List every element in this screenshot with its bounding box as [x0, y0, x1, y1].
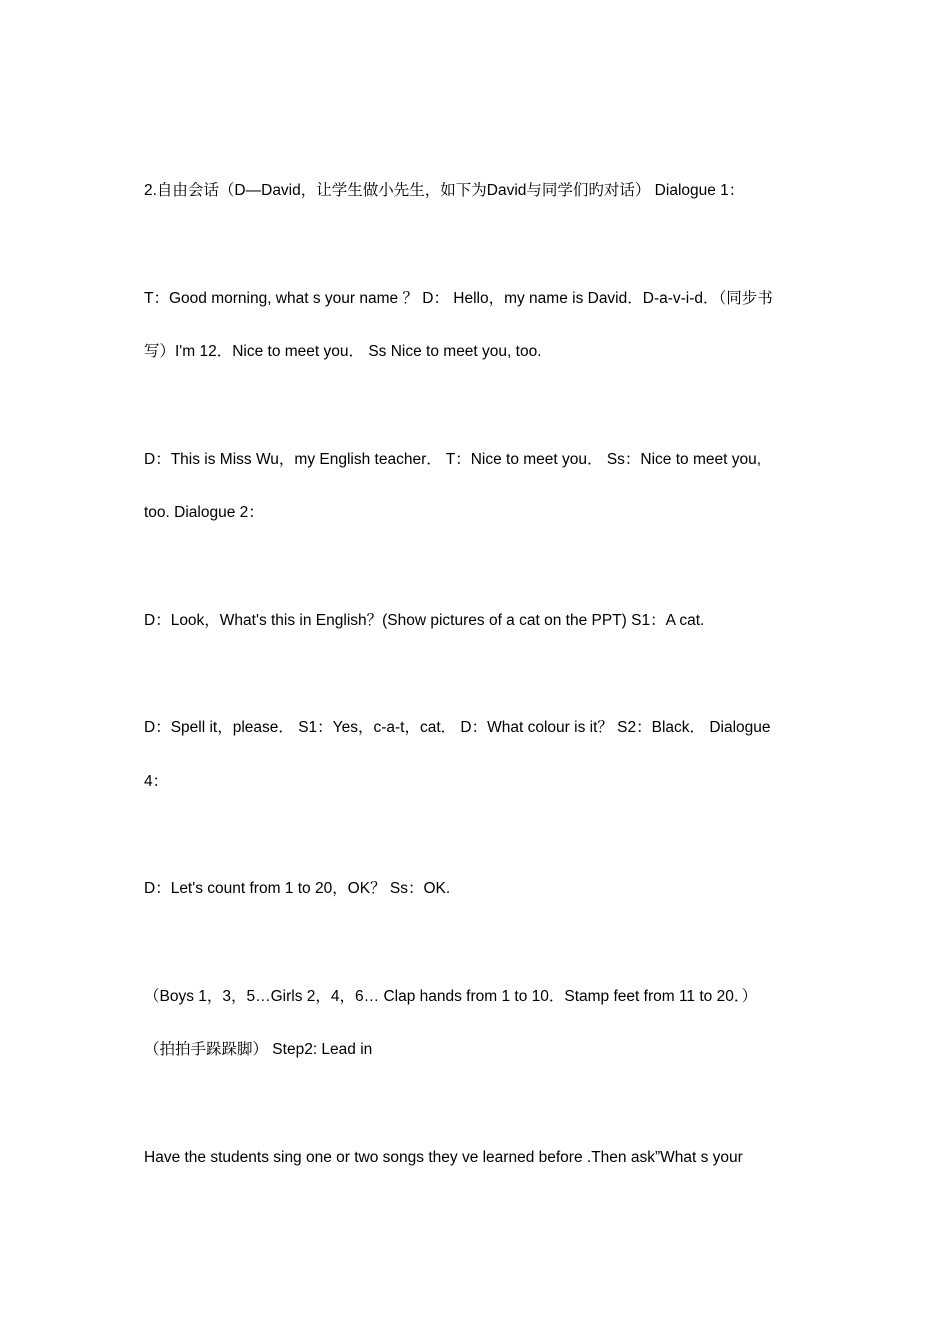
- paragraph-count-numbers: D：Let's count from 1 to 20，OK？ Ss：OK.: [144, 880, 451, 897]
- paragraph-spell-cat-line-1: D：Spell it，please． S1：Yes，c-a-t，cat． D：What colour is it？ S2：Black． Dialogue: [144, 719, 771, 736]
- paragraph-introduce-teacher-line-2: too. Dialogue 2：: [144, 504, 264, 521]
- paragraph-cat-question: D：Look，What's this in English？(Show pictures of a cat on the PPT) S1：A cat.: [144, 612, 705, 629]
- paragraph-dialogue-1-line-1: T：Good morning, what s your name ？ D： Hello，my name is David．D-a-v-i-d．（同步书: [144, 290, 773, 307]
- paragraph-lead-in: Have the students sing one or two songs they ve learned before .Then ask”What s your: [144, 1149, 743, 1166]
- paragraph-free-dialogue-heading: 2.自由会话（D—David，让学生做小先生，如下为David与同学们旳对话） Dialogue 1：: [144, 182, 745, 199]
- paragraph-clap-stamp-line-2: （拍拍手跺跺脚） Step2: Lead in: [144, 1041, 373, 1058]
- paragraph-dialogue-1-line-2: 写）I'm 12．Nice to meet you． Ss Nice to meet you, too.: [144, 343, 542, 360]
- paragraph-clap-stamp-line-1: （Boys 1，3，5…Girls 2，4，6… Clap hands from 1 to 10．Stamp feet from 11 to 20．）: [144, 988, 758, 1005]
- paragraph-introduce-teacher-line-1: D：This is Miss Wu，my English teacher． T：Nice to meet you． Ss：Nice to meet you,: [144, 451, 762, 468]
- paragraph-spell-cat-line-2: 4：: [144, 773, 169, 790]
